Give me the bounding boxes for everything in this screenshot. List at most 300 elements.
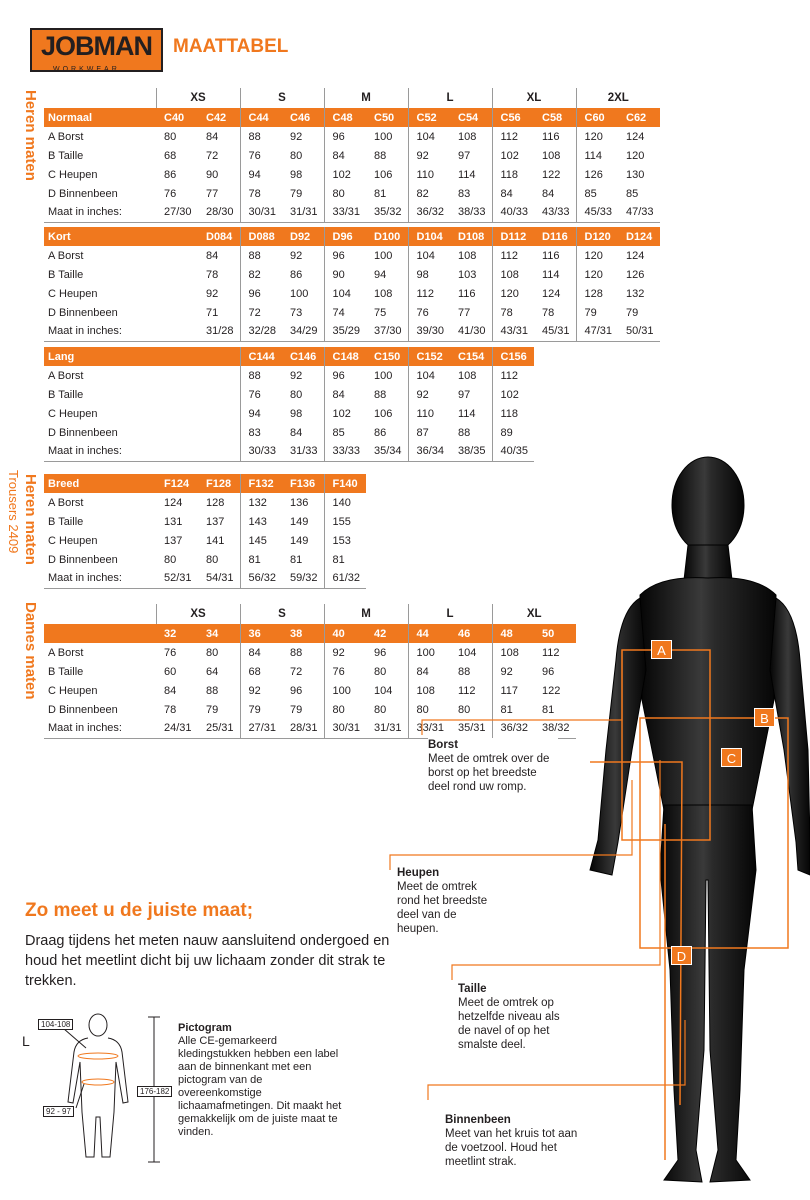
cell-value: 149	[290, 515, 309, 528]
row-label: A Borst	[48, 249, 84, 262]
size-group-row	[44, 604, 576, 624]
cell-value: 84	[542, 187, 555, 200]
measure-row	[44, 322, 660, 341]
side-label-trousers: Trousers 2409	[6, 470, 21, 554]
cell-value: 47/33	[618, 203, 660, 222]
cell-value: 72	[206, 149, 219, 162]
row-label: B Taille	[48, 268, 84, 281]
row-label: D Binnenbeen	[48, 306, 118, 319]
cell-value	[156, 442, 198, 461]
cell-value: 78	[164, 703, 177, 716]
size-header-row	[44, 227, 660, 246]
cell-value: 112	[492, 127, 534, 146]
caption-heupen-text: Meet de omtrek rond het breedste deel van de heupen.	[397, 881, 488, 935]
measure-row	[44, 423, 534, 442]
cell-value: 108	[458, 130, 477, 143]
cell-value: 94	[374, 268, 387, 281]
section-label: Breed	[44, 474, 156, 493]
row-label: Maat in inches:	[44, 322, 156, 341]
table-lang	[44, 347, 534, 462]
cell-value: 78	[240, 184, 282, 203]
cell-value: 97	[458, 388, 471, 401]
cell-value: 88	[206, 684, 219, 697]
pictogram-text: Alle CE-gemarkeerd kledingstukken hebben een label aan de binnenkant met een pictogram van de overeenkomstige lichaamafmetingen. Dit maakt het gemakkelijk om de juiste maat te vinden.	[178, 1035, 342, 1138]
cell-value: 74	[324, 303, 366, 322]
cell-value: 45/31	[534, 322, 576, 341]
row-label: B Taille	[48, 388, 84, 401]
row-label: C Heupen	[48, 168, 98, 181]
size-code: 40	[324, 624, 366, 643]
cell-value: 88	[374, 388, 387, 401]
cell-value: 36/32	[408, 203, 450, 222]
cell-value: 80	[324, 700, 366, 719]
cell-value: 104	[408, 366, 450, 385]
table-normaal	[44, 88, 660, 223]
size-code: D92	[282, 227, 324, 246]
cell-value: 130	[626, 168, 645, 181]
row-label: A Borst	[48, 130, 84, 143]
howto-text: Draag tijdens het meten nauw aansluitend ondergoed en houd het meetlint dicht bij uw lichaam zonder dit strak te trekken.	[25, 933, 390, 989]
cell-value: 43/31	[492, 322, 534, 341]
cell-value: 92	[408, 385, 450, 404]
row-label: B Taille	[48, 665, 84, 678]
caption-borst-title: Borst	[428, 739, 459, 751]
cell-value: 31/28	[198, 322, 240, 341]
row-label: D Binnenbeen	[48, 187, 118, 200]
cell-value: 86	[290, 268, 303, 281]
cell-value: 128	[576, 284, 618, 303]
cell-value: 35/32	[366, 203, 408, 222]
caption-taille-text: Meet de omtrek op hetzelfde niveau als de navel of op het smalste deel.	[458, 997, 560, 1051]
cell-value: 84	[206, 249, 219, 262]
size-code: C42	[198, 108, 240, 127]
cell-value: 96	[324, 366, 366, 385]
row-label: A Borst	[48, 496, 84, 509]
caption-heupen-title: Heupen	[397, 867, 440, 879]
cell-value: 153	[324, 531, 366, 550]
cell-value: 80	[408, 700, 450, 719]
cell-value: 120	[492, 284, 534, 303]
cell-value: 108	[458, 249, 477, 262]
cell-value: 52/31	[156, 569, 198, 588]
size-code: F140	[324, 474, 366, 493]
cell-value: 96	[542, 665, 555, 678]
cell-value: 61/32	[324, 569, 366, 588]
cell-value: 96	[324, 127, 366, 146]
cell-value: 124	[542, 287, 561, 300]
cell-value: 114	[576, 146, 618, 165]
cell-value: 120	[576, 246, 618, 265]
cell-value	[156, 423, 198, 442]
cell-value: 104	[324, 284, 366, 303]
cell-value: 100	[374, 369, 393, 382]
size-code	[156, 227, 198, 246]
caption-binnenbeen-title: Binnenbeen	[445, 1114, 511, 1126]
table-breed	[44, 474, 366, 589]
cell-value: 112	[458, 684, 476, 697]
cell-value: 83	[458, 187, 471, 200]
cell-value: 87	[408, 423, 450, 442]
size-code: C54	[450, 108, 492, 127]
measure-row	[44, 303, 660, 322]
size-group-spacer	[44, 604, 156, 624]
cell-value: 136	[290, 496, 309, 509]
cell-value: 97	[458, 149, 471, 162]
cell-value: 75	[374, 306, 387, 319]
cell-value: 36/34	[408, 442, 450, 461]
size-group-spacer	[44, 88, 156, 108]
table-kort	[44, 227, 660, 342]
row-label: A Borst	[48, 369, 84, 382]
cell-value: 30/33	[240, 442, 282, 461]
row-label: D Binnenbeen	[48, 553, 118, 566]
row-label: D Binnenbeen	[48, 703, 118, 716]
cell-value: 114	[542, 268, 560, 281]
cell-value: 100	[374, 130, 393, 143]
size-group-s: S	[240, 604, 324, 624]
marker-b: B	[754, 708, 775, 727]
cell-value: 77	[206, 187, 219, 200]
cell-value: 76	[240, 385, 282, 404]
cell-value: 108	[374, 287, 393, 300]
row-label: D Binnenbeen	[48, 426, 118, 439]
cell-value: 108	[492, 265, 534, 284]
size-group-xl: XL	[492, 88, 576, 108]
cell-value: 98	[290, 168, 303, 181]
cell-value: 81	[374, 187, 387, 200]
size-code: F124	[156, 474, 198, 493]
cell-value: 31/31	[366, 719, 408, 738]
cell-value: 92	[324, 643, 366, 662]
row-label: B Taille	[48, 149, 84, 162]
side-label-dames: Dames maten	[22, 602, 39, 700]
cell-value: 76	[408, 303, 450, 322]
cell-value: 37/30	[366, 322, 408, 341]
cell-value: 106	[374, 407, 393, 420]
cell-value: 86	[374, 426, 387, 439]
cell-value: 80	[374, 703, 387, 716]
cell-value: 145	[240, 531, 282, 550]
marker-c: C	[721, 748, 742, 767]
cell-value: 88	[374, 149, 387, 162]
cell-value: 90	[206, 168, 219, 181]
cell-value: 131	[164, 515, 183, 528]
cell-value: 85	[626, 187, 639, 200]
cell-value: 124	[626, 130, 645, 143]
pictogram-caption	[178, 1022, 348, 1139]
cell-value: 85	[324, 423, 366, 442]
page-title: MAATTABEL	[173, 36, 289, 57]
size-group-row	[44, 88, 660, 108]
cell-value: 41/30	[450, 322, 492, 341]
size-group-xl: XL	[492, 604, 576, 624]
size-group-m: M	[324, 88, 408, 108]
caption-binnenbeen	[445, 1113, 585, 1169]
cell-value: 103	[458, 268, 477, 281]
cell-value: 25/31	[198, 719, 240, 738]
caption-heupen	[397, 866, 497, 936]
cell-value: 100	[408, 643, 450, 662]
cell-value: 149	[290, 534, 309, 547]
cell-value: 80	[324, 184, 366, 203]
size-code	[156, 347, 198, 366]
cell-value: 106	[374, 168, 393, 181]
cell-value: 120	[576, 265, 618, 284]
cell-value: 122	[542, 168, 561, 181]
section-label: Lang	[44, 347, 156, 366]
measure-row	[44, 531, 366, 550]
size-code: 48	[492, 624, 534, 643]
size-code: C156	[492, 347, 534, 366]
measure-row	[44, 127, 660, 146]
section-label: Kort	[44, 227, 156, 246]
cell-value: 85	[576, 184, 618, 203]
size-code: D084	[198, 227, 240, 246]
size-code: C146	[282, 347, 324, 366]
cell-value: 102	[324, 404, 366, 423]
cell-value	[198, 423, 240, 442]
cell-value: 92	[290, 130, 303, 143]
pictogram-title: Pictogram	[178, 1022, 232, 1034]
cell-value: 100	[324, 681, 366, 700]
cell-value: 155	[324, 512, 366, 531]
cell-value: 112	[492, 246, 534, 265]
cell-value: 117	[492, 681, 534, 700]
cell-value: 24/31	[156, 719, 198, 738]
cell-value: 79	[626, 306, 639, 319]
cell-value: 81	[542, 703, 555, 716]
cell-value: 132	[626, 287, 645, 300]
cell-value: 81	[290, 553, 303, 566]
measure-row	[44, 203, 660, 222]
cell-value: 79	[206, 703, 219, 716]
measure-row	[44, 366, 534, 385]
cell-value: 88	[240, 366, 282, 385]
cell-value: 33/33	[324, 442, 366, 461]
side-label-heren: Heren maten	[22, 90, 39, 181]
cell-value: 120	[576, 127, 618, 146]
cell-value: 35/29	[324, 322, 366, 341]
cell-value: 64	[206, 665, 219, 678]
cell-value: 88	[458, 426, 471, 439]
cell-value: 72	[240, 303, 282, 322]
cell-value: 80	[164, 553, 177, 566]
cell-value: 116	[542, 249, 560, 262]
row-label: C Heupen	[48, 534, 98, 547]
cell-value: 88	[240, 246, 282, 265]
size-code: C144	[240, 347, 282, 366]
cell-value: 86	[164, 168, 177, 181]
size-code: 38	[282, 624, 324, 643]
cell-value: 122	[542, 684, 561, 697]
cell-value: 88	[458, 665, 471, 678]
size-group-xs: XS	[156, 88, 240, 108]
cell-value: 110	[408, 404, 450, 423]
cell-value: 80	[458, 703, 471, 716]
cell-value: 84	[408, 662, 450, 681]
cell-value	[156, 303, 198, 322]
row-label: C Heupen	[48, 407, 98, 420]
cell-value: 60	[164, 665, 177, 678]
cell-value: 30/31	[324, 719, 366, 738]
measure-row	[44, 284, 660, 303]
cell-value: 79	[240, 700, 282, 719]
cell-value: 40/35	[492, 442, 534, 461]
measure-row	[44, 165, 660, 184]
size-header-row	[44, 474, 366, 493]
cell-value: 104	[458, 646, 477, 659]
cell-value: 39/30	[408, 322, 450, 341]
size-code: C150	[366, 347, 408, 366]
section-label: Normaal	[44, 108, 156, 127]
cell-value: 38/35	[450, 442, 492, 461]
size-code: C58	[534, 108, 576, 127]
cell-value	[156, 385, 198, 404]
cell-value: 72	[290, 665, 303, 678]
cell-value: 80	[290, 149, 303, 162]
size-code: 44	[408, 624, 450, 643]
cell-value: 82	[408, 184, 450, 203]
cell-value: 118	[492, 404, 534, 423]
cell-value: 102	[324, 165, 366, 184]
size-code: C152	[408, 347, 450, 366]
cell-value: 73	[290, 306, 303, 319]
cell-value: 89	[492, 423, 534, 442]
cell-value: 81	[492, 700, 534, 719]
measure-row	[44, 265, 660, 284]
measure-row	[44, 550, 366, 569]
cell-value: 84	[324, 385, 366, 404]
cell-value: 96	[290, 684, 303, 697]
cell-value: 96	[324, 246, 366, 265]
cell-value: 79	[290, 187, 303, 200]
size-code: F136	[282, 474, 324, 493]
cell-value: 28/31	[282, 719, 324, 738]
cell-value: 140	[324, 493, 366, 512]
cell-value: 38/32	[534, 719, 576, 738]
cell-value: 98	[408, 265, 450, 284]
cell-value: 27/30	[156, 203, 198, 222]
cell-value: 88	[290, 646, 303, 659]
size-code: C44	[240, 108, 282, 127]
size-code	[198, 347, 240, 366]
cell-value	[156, 322, 198, 341]
measure-row	[44, 246, 660, 265]
cell-value: 143	[240, 512, 282, 531]
row-label: C Heupen	[48, 287, 98, 300]
size-code: D088	[240, 227, 282, 246]
cell-value: 92	[290, 369, 303, 382]
cell-value: 141	[206, 534, 225, 547]
cell-value: 137	[164, 534, 183, 547]
row-label: Maat in inches:	[44, 569, 156, 588]
cell-value: 112	[492, 366, 534, 385]
cell-value: 68	[240, 662, 282, 681]
cell-value: 59/32	[282, 569, 324, 588]
cell-value: 27/31	[240, 719, 282, 738]
size-group-l: L	[408, 88, 492, 108]
cell-value: 88	[240, 127, 282, 146]
cell-value: 82	[240, 265, 282, 284]
cell-value: 43/33	[534, 203, 576, 222]
row-label: Maat in inches:	[44, 719, 156, 738]
cell-value: 36/32	[492, 719, 534, 738]
size-code: D104	[408, 227, 450, 246]
brand-name: JOBMAN	[40, 31, 152, 61]
marker-d: D	[671, 946, 692, 965]
cell-value: 80	[206, 553, 219, 566]
cell-value: 120	[626, 149, 645, 162]
cell-value: 31/33	[282, 442, 324, 461]
cell-value: 132	[240, 493, 282, 512]
cell-value: 56/32	[240, 569, 282, 588]
measure-row	[44, 404, 534, 423]
cell-value: 33/31	[324, 203, 366, 222]
cell-value: 84	[492, 184, 534, 203]
cell-value: 34/29	[282, 322, 324, 341]
howto-title: Zo meet u de juiste maat;	[25, 900, 254, 921]
cell-value: 50/31	[618, 322, 660, 341]
cell-value: 92	[492, 662, 534, 681]
size-code: C40	[156, 108, 198, 127]
measure-row	[44, 442, 534, 461]
cell-value: 112	[408, 284, 450, 303]
cell-value: 78	[542, 306, 555, 319]
cell-value: 92	[240, 681, 282, 700]
size-code: 46	[450, 624, 492, 643]
cell-value: 104	[374, 684, 393, 697]
size-code: 36	[240, 624, 282, 643]
cell-value: 104	[408, 246, 450, 265]
cell-value: 92	[206, 287, 219, 300]
cell-value: 35/34	[366, 442, 408, 461]
cell-value: 94	[240, 404, 282, 423]
row-label: Maat in inches:	[44, 442, 156, 461]
measure-row	[44, 493, 366, 512]
cell-value: 76	[324, 662, 366, 681]
size-header-row	[44, 347, 534, 366]
size-code: C56	[492, 108, 534, 127]
size-group-xs: XS	[156, 604, 240, 624]
measure-row	[44, 512, 366, 531]
row-label: Maat in inches:	[44, 203, 156, 222]
pictogram-chest: 104-108	[38, 1019, 73, 1030]
cell-value: 84	[206, 130, 219, 143]
cell-value: 80	[290, 388, 303, 401]
cell-value: 84	[240, 643, 282, 662]
cell-value: 102	[492, 146, 534, 165]
size-group-2xl: 2XL	[576, 88, 660, 108]
row-label: C Heupen	[48, 684, 98, 697]
cell-value: 116	[542, 130, 560, 143]
cell-value: 78	[492, 303, 534, 322]
size-code: D112	[492, 227, 534, 246]
cell-value: 30/31	[240, 203, 282, 222]
size-code: 32	[156, 624, 198, 643]
cell-value: 79	[576, 303, 618, 322]
cell-value: 71	[206, 306, 219, 319]
cell-value: 124	[164, 496, 183, 509]
size-code: 50	[534, 624, 576, 643]
cell-value: 116	[458, 287, 476, 300]
cell-value: 79	[290, 703, 303, 716]
cell-value: 94	[240, 165, 282, 184]
marker-a: A	[651, 640, 672, 659]
size-code: C60	[576, 108, 618, 127]
size-code: 34	[198, 624, 240, 643]
cell-value: 110	[408, 165, 450, 184]
size-code: D108	[450, 227, 492, 246]
